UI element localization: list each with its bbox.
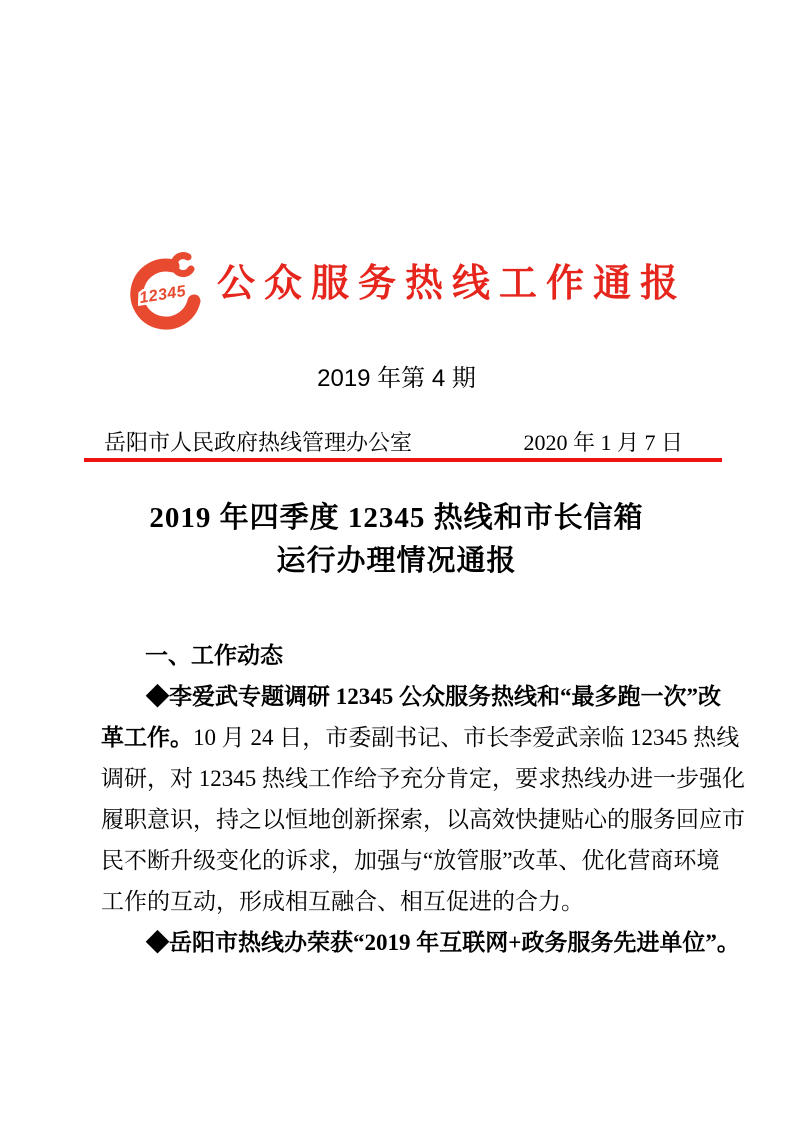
paragraph-1-line-5 [101,840,720,881]
document-title-line2: 运行办理情况通报 [276,545,517,577]
regular-run: 调研，对 12345 热线工作给予充分肯定，要求热线办进一步强化 [101,766,745,791]
bold-run: ◆岳阳市热线办荣获“2019 年互联网+政务服务先进单位”。 [146,930,740,955]
hotline-12345-logo-icon [128,243,204,331]
document-body [101,676,745,963]
regular-run: 民不断升级变化的诉求，加强与“放管服”改革、优化营商环境 [101,848,720,873]
section-heading: 一、工作动态 [145,642,283,668]
masthead-title: 公众服务热线工作通报 [217,263,688,305]
document-title [0,497,793,583]
bold-run: 革工作。 [101,725,193,750]
regular-run: 工作的互动，形成相互融合、相互促进的合力。 [101,889,584,914]
regular-run: 10 月 24 日，市委副书记、市长李爱武亲临 12345 热线 [193,725,740,750]
issue-number: 2019 年第 4 期 [317,365,476,392]
paragraph-1-line-6 [101,881,697,922]
logo-swirl-icon [128,243,204,331]
paragraph-1-line-2 [101,717,740,758]
office-date-row [104,426,683,457]
regular-run: 履职意识，持之以恒地创新探索，以高效快捷贴心的服务回应市 [101,807,745,832]
logo-top-loop [174,256,191,274]
paragraph-1-line-4 [101,799,745,840]
paragraph-1-line-3 [101,758,745,799]
paragraph-1-line-1 [101,676,721,717]
issue-date: 2020 年 1 月 7 日 [523,430,683,455]
paragraph-2 [101,922,740,963]
issuing-office: 岳阳市人民政府热线管理办公室 [104,430,413,455]
masthead-divider-rule [84,458,722,462]
document-title-line1: 2019 年四季度 12345 热线和市长信箱 [149,502,644,534]
logo-number: 12345 [138,282,188,308]
bold-run: ◆李爱武专题调研 12345 公众服务热线和“最多跑一次”改 [146,684,721,709]
